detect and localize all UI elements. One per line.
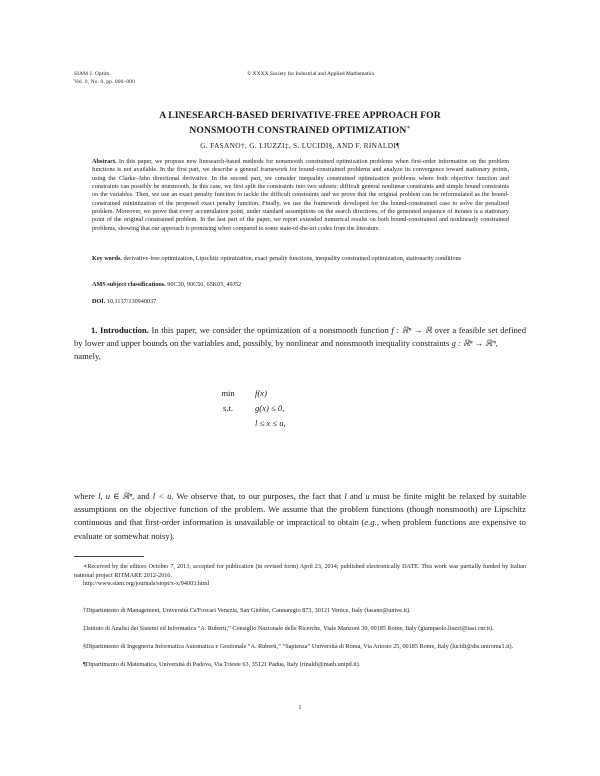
footnote-fasano: †Dipartimento di Management, Università Ca'Foscari Venezia, San Giobbe, Cannaregio 873, 30121 Venice, Italy (fasano@unive.it). [83, 607, 411, 614]
intro-text: and [349, 491, 363, 501]
title-line-2: NONSMOOTH CONSTRAINED OPTIMIZATION [189, 125, 407, 137]
footnote-received [74, 563, 526, 589]
intro-text: In this paper, we consider the optimization of a nonsmooth function [151, 325, 389, 335]
page-number: 1 [298, 704, 302, 711]
intro-text: namely, [74, 351, 101, 362]
eq-constraint-bounds: l ≤ x ≤ u, [255, 418, 286, 428]
ams-text: 90C30, 90C56, 65K05, 49J52 [167, 281, 242, 288]
problem-formulation [213, 386, 291, 431]
math-inline: l [344, 491, 347, 501]
journal-header [74, 70, 135, 86]
doi-label: DOI. [92, 298, 106, 305]
intro-text: We observe that, to our purposes, the fact that [176, 491, 342, 501]
math-inline: l, u ∈ ℝⁿ, [98, 491, 135, 501]
intro-text: over a feasible set defined by lower and upper bounds on the variables and, possibly, by nonlinear and nonsmooth inequality constraints [74, 325, 527, 349]
eq-constraint-g: g(x) ≤ 0, [255, 403, 285, 413]
footnote-url[interactable]: http://www.siam.org/journals/siopt/x-x/94003.html [83, 580, 210, 588]
intro-paragraph-2 [74, 490, 526, 543]
ams-label: AMS subject classifications. [92, 281, 166, 288]
eq-st: s.t. [222, 403, 234, 413]
abstract-text: In this paper, we propose new linesearch-based methods for nonsmooth constrained optimization problems when first-order information on the problem functions is not available. In the first part, we describe a general framework for bound-constrained problems and analyze its convergence toward stationary points, using the Clarke–Jahn directional derivative. In the second part, we consider inequality constrained optimization problems where both objective function and constraints can possibly be nonsmooth. In this case, we first split the constraints into two subsets: difficult general nonlinear constraints and simple bound constraints on the variables. Then, we use an exact penalty function to tackle the difficult constraints and we prove that the original problem can be reformulated as the bound-constrained minimization of the proposed exact penalty function. Finally, we use the framework developed for the bound-constrained case to solve the penalized problem. Moreover, we prove that every accumulation point, under standard assumptions on the search directions, of the generated sequence of iterates is a stationary point of the original constrained problem. In the last part of the paper, we report extended numerical results on both bound-constrained and nonlinearly constrained problems, showing that our approach is promising when compared to some state-of-the-art codes from the literature. [92, 158, 510, 232]
section-heading: 1. Introduction. [91, 325, 149, 335]
footnote-rinaldi: ¶Dipartimento di Matematica, Università di Padova, Via Trieste 63, 35121 Padua, Italy (rinaldi@math.unipd.it). [83, 661, 361, 668]
abstract [92, 158, 509, 233]
paper-title [74, 110, 526, 137]
math-inline: u [365, 491, 370, 501]
doi-text: 10.1137/130940037 [106, 298, 157, 305]
intro-paragraph-1 [74, 324, 526, 364]
title-footnote-mark: ∗ [406, 125, 411, 131]
math-inline: g : ℝⁿ → ℝᵐ, [451, 338, 498, 349]
keywords-label: Key words. [92, 255, 122, 262]
copyright-notice: © XXXX Society for Industrial and Applied Mathematics [247, 71, 375, 77]
math-inline: l < u. [152, 491, 174, 501]
journal-volume: Vol. 0, No. 0, pp. 000–000 [74, 79, 135, 85]
journal-name: SIAM J. Optim. [74, 71, 111, 77]
keywords [92, 255, 509, 263]
footnote-liuzzi: ‡Istituto di Analisi dei Sistemi ed Informatica “A. Ruberti,” Consiglio Nazionale delle Ricerche, Viale Manzoni 30, 00185 Rome, Italy (giampaolo.liuzzi@iasi.cnr.it). [83, 625, 494, 632]
footnote-divider [74, 556, 144, 557]
intro-text: where [74, 491, 95, 501]
eq-objective: f(x) [255, 388, 267, 398]
math-inline: f : ℝⁿ → ℝ [391, 325, 432, 335]
doi [92, 298, 509, 306]
abstract-label: Abstract. [92, 158, 117, 165]
footnote-text: ∗Received by the editors October 7, 2013; accepted for publication (in revised form) April 23, 2014; published electronically DATE. This work was partially funded by Italian national project RITMARE 2012-2016. [74, 563, 526, 579]
eq-min: min [221, 388, 235, 398]
keywords-text: derivative-free optimization, Lipschitz optimization, exact penalty functions, inequality constrained optimization, stationarity conditions [123, 255, 462, 262]
intro-text: e.g. [364, 517, 377, 528]
ams-classifications [92, 281, 509, 289]
intro-text: and [137, 491, 150, 501]
footnote-lucidi: §Dipartimento di Ingegneria Informatica Automatica e Gestionale “A. Ruberti,” “Sapienza” Università di Roma, Via Ariosto 25, 00185 Rome, Italy (lucidi@dis.uniroma1.it). [83, 643, 514, 650]
author-list: G. FASANO†, G. LIUZZI‡, S. LUCIDI§, AND F. RINALDI¶ [200, 141, 400, 150]
intro-text: , when problem functions are expensive to evaluate or somewhat noisy). [74, 517, 526, 541]
title-line-1: A LINESEARCH-BASED DERIVATIVE-FREE APPROACH FOR [159, 110, 441, 121]
intro-text: must be finite might be relaxed by suitable assumptions on the objective function of the problem. We assume that the problem functions (though nonsmooth) are Lipschitz continuous and that first-order information is unavailable or impractical to obtain ( [74, 491, 527, 528]
